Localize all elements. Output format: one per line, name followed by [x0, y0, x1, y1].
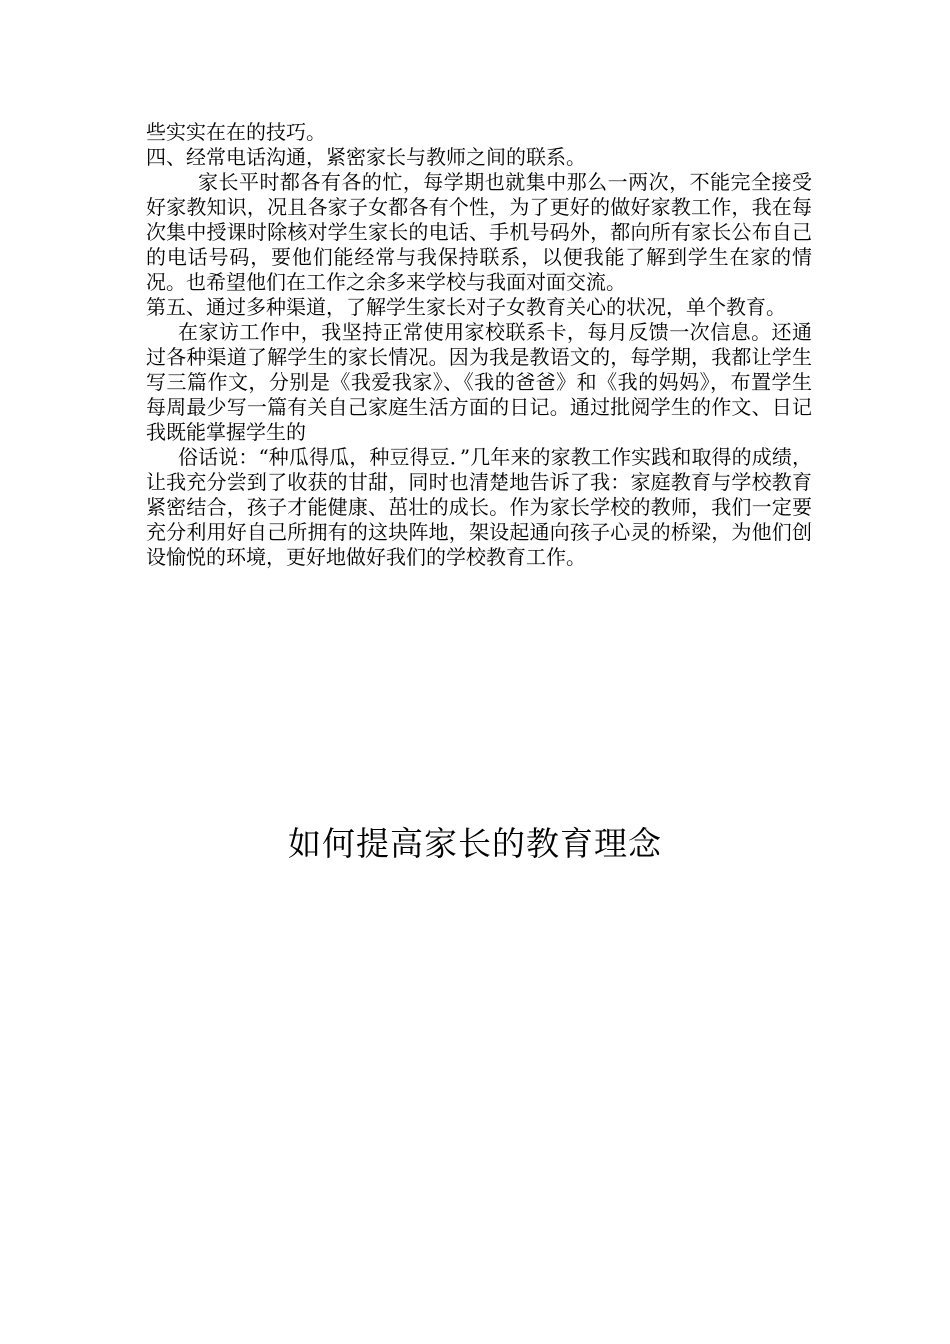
paragraph-home-visits: 在家访工作中，我坚持正常使用家校联系卡，每月反馈一次信息。还通过各种渠道了解学生的家长情况。因为我是教语文的，每学期，我都让学生写三篇作文，分别是《我爱我家》、《我的爸爸》和《我的妈妈》，布置学生每周最少写一篇有关自己家庭生活方面的日记。通过批阅学生的作文、日记我既能掌握学生的	[146, 320, 812, 444]
paragraph-conclusion: 俗话说：“种瓜得瓜，种豆得豆．”几年来的家教工作实践和取得的成绩，让我充分尝到了收获的甘甜，同时也清楚地告诉了我：家庭教育与学校教育紧密结合，孩子才能健康、茁壮的成长。作为家长学校的教师，我们一定要充分利用好自己所拥有的这块阵地，架设起通向孩子心灵的桥梁，为他们创设愉悦的环境，更好地做好我们的学校教育工作。	[146, 445, 812, 569]
next-article-title: 如何提高家长的教育理念	[288, 824, 662, 863]
paragraph-phone-contact: 家长平时都各有各的忙，每学期也就集中那么一两次，不能完全接受好家教知识，况且各家子女都各有个性，为了更好的做好家教工作，我在每次集中授课时除核对学生家长的电话、手机号码外，都向所有家长公布自己的电话号码，要他们能经常与我保持联系，以便我能了解到学生在家的情况。也希望他们在工作之余多来学校与我面对面交流。	[146, 170, 812, 294]
section-heading-four: 四、经常电话沟通，紧密家长与教师之间的联系。	[146, 145, 586, 169]
body-text	[146, 120, 812, 570]
section-heading-five: 第五、通过多种渠道，了解学生家长对子女教育关心的状况，单个教育。	[146, 295, 786, 319]
paragraph-continuation: 些实实在在的技巧。	[146, 120, 326, 144]
